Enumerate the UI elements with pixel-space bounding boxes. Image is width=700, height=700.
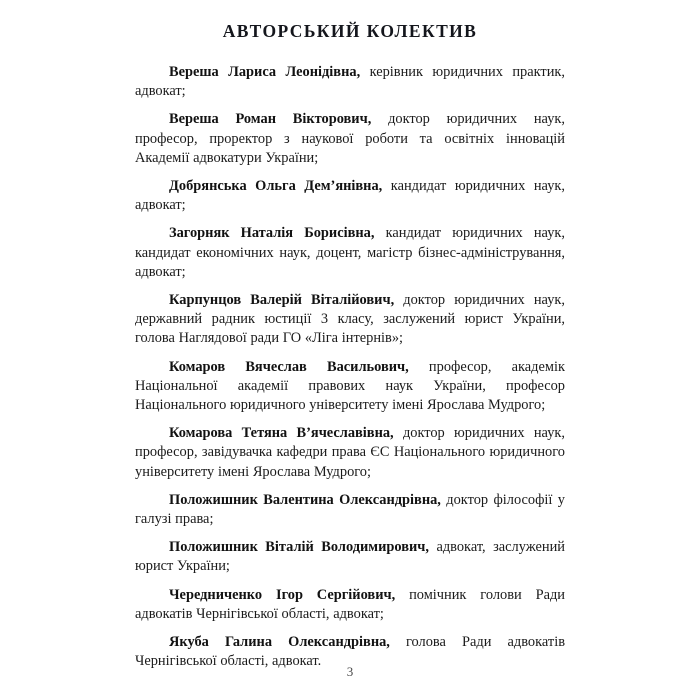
author-name: Вереша Лариса Леонідівна, <box>169 64 361 80</box>
author-name: Якуба Галина Олександрівна, <box>169 634 390 651</box>
author-name: Добрянська Ольга Дем’янівна, <box>169 178 383 195</box>
author-entry <box>135 291 565 349</box>
author-description: кандидат юридичних наук, кандидат економічних наук, доцент, магістр бізнес-адміністрування, адвокат; <box>135 225 565 280</box>
author-description: доктор юридичних наук, державний радник юстиції 3 класу, заслужений юрист України, голова Наглядової ради ГО «Ліга інтернів»; <box>135 292 565 347</box>
author-name: Комаров Вячеслав Васильович, <box>169 358 409 375</box>
author-description: голова Ради адвокатів Чернігівської області, адвокат. <box>135 634 565 670</box>
author-entry <box>135 358 565 416</box>
author-description: кандидат юридичних наук, адвокат; <box>135 178 565 214</box>
page-title: АВТОРСЬКИЙ КОЛЕКТИВ <box>222 21 478 41</box>
author-entry <box>135 63 565 101</box>
author-description: доктор юридичних наук, професор, завідувачка кафедри права ЄС Національного юридичного університету імені Ярослава Мудрого; <box>135 425 565 480</box>
author-name: Положишник Валентина Олександрівна, <box>169 491 441 508</box>
author-list <box>135 63 565 671</box>
author-entry <box>135 538 565 576</box>
author-name: Чередниченко Ігор Сергійович, <box>169 586 396 603</box>
author-name: Положишник Віталій Володимирович, <box>169 539 430 556</box>
author-description: керівник юридичних практик, адвокат; <box>135 64 566 100</box>
author-description: доктор філософії у галузі права; <box>135 491 565 528</box>
page-number: 3 <box>346 664 354 679</box>
author-name: Загорняк Наталія Борисівна, <box>169 225 375 242</box>
author-entry <box>135 491 565 529</box>
author-entry <box>135 177 565 215</box>
author-description: помічник голови Ради адвокатів Чернігівської області, адвокат; <box>135 586 565 622</box>
author-name: Вереша Роман Вікторович, <box>169 111 372 128</box>
author-name: Карпунцов Валерій Віталійович, <box>169 292 395 309</box>
author-entry <box>135 586 565 624</box>
author-name: Комарова Тетяна В’ячеславівна, <box>169 425 394 442</box>
author-description: адвокат, заслужений юрист України; <box>135 539 565 575</box>
author-entry <box>135 424 565 482</box>
author-entry <box>135 224 565 282</box>
author-description: професор, академік Національної академії правових наук України, професор Національного юридичного університету імені Ярослава Мудрого; <box>135 358 565 414</box>
author-entry <box>135 110 565 168</box>
author-description: доктор юридичних наук, професор, проректор з наукової роботи та освітніх інновацій Академії адвокатури України; <box>135 111 565 166</box>
